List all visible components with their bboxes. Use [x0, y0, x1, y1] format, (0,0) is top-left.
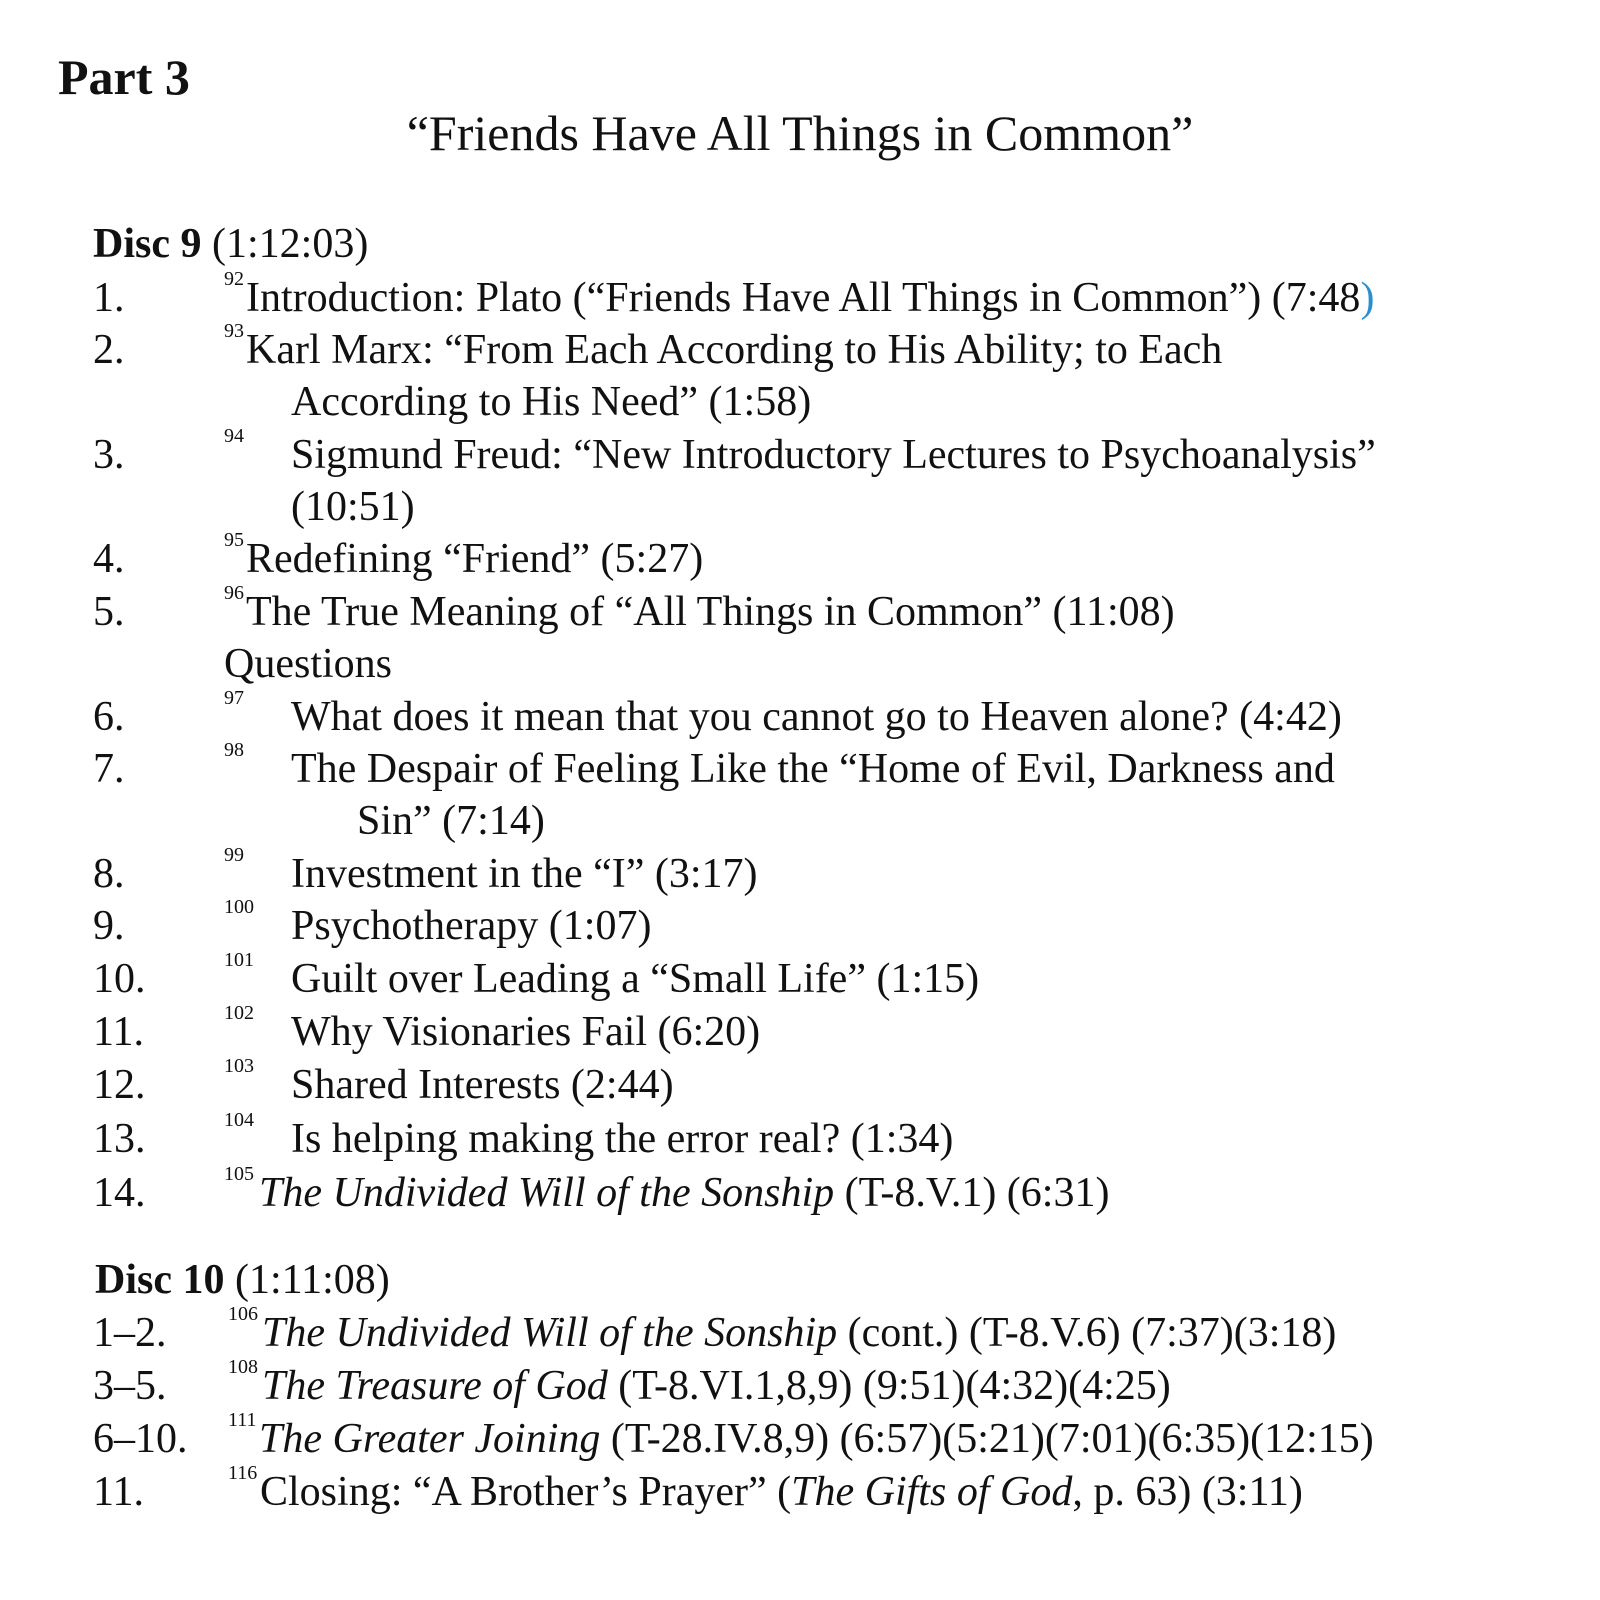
italic-title: The Undivided Will of the Sonship: [262, 1310, 838, 1356]
track-number: 6–10.: [93, 1416, 188, 1462]
track-row: [0, 582, 1600, 643]
disc-9-header: [93, 223, 368, 265]
track-number: 3–5.: [93, 1363, 167, 1409]
page-title: “Friends Have All Things in Common”: [406, 105, 1194, 161]
track-number: 11.: [93, 1009, 144, 1055]
track-ref-number: 108: [228, 1356, 258, 1378]
track-number: 11.: [93, 1469, 144, 1515]
track-row: [0, 739, 1600, 800]
track-title-continuation: Sin” (7:14): [357, 798, 545, 844]
track-ref-number: 101: [224, 949, 254, 971]
track-ref-number: 103: [224, 1055, 254, 1077]
track-row: [0, 425, 1600, 486]
track-number: 7.: [93, 746, 125, 792]
track-title: Investment in the “I” (3:17): [291, 851, 758, 897]
disc-10-duration: (1:11:08): [235, 1257, 390, 1303]
italic-title: The Treasure of God: [262, 1363, 608, 1409]
track-row: [0, 1163, 1600, 1224]
track-ref-number: 95: [224, 529, 244, 551]
track-title: The True Meaning of “All Things in Common” (11:08): [246, 589, 1175, 635]
track-ref-number: 99: [224, 844, 244, 866]
track-title: Guilt over Leading a “Small Life” (1:15): [291, 956, 980, 1002]
part-label: Part 3: [58, 49, 190, 105]
track-number: 12.: [93, 1062, 146, 1108]
track-ref-number: 98: [224, 739, 244, 761]
track-title: The Treasure of God (T-8.VI.1,8,9) (9:51)(4:32)(4:25): [262, 1363, 1171, 1409]
track-number: 2.: [93, 327, 125, 373]
track-title-continuation: (10:51): [291, 484, 415, 530]
track-ref-number: 93: [224, 320, 244, 342]
track-title: Introduction: Plato (“Friends Have All Things in Common”) (7:48): [246, 275, 1375, 321]
track-ref-number: 104: [224, 1109, 254, 1131]
track-number: 3.: [93, 432, 125, 478]
track-title: Sigmund Freud: “New Introductory Lectures to Psychoanalysis”: [291, 432, 1376, 478]
disc-9-label: Disc 9: [93, 221, 202, 267]
questions-heading: Questions: [224, 641, 392, 687]
italic-title: The Greater Joining: [259, 1416, 601, 1462]
track-title: What does it mean that you cannot go to Heaven alone? (4:42): [291, 694, 1342, 740]
track-ref-number: 96: [224, 582, 244, 604]
track-number: 9.: [93, 903, 125, 949]
disc-10-header: [95, 1259, 390, 1301]
track-number: 5.: [93, 589, 125, 635]
track-number: 14.: [93, 1170, 146, 1216]
track-ref-number: 97: [224, 687, 244, 709]
track-title: The Greater Joining (T-28.IV.8,9) (6:57)(5:21)(7:01)(6:35)(12:15): [259, 1416, 1374, 1462]
track-number: 6.: [93, 694, 125, 740]
track-title: Closing: “A Brother’s Prayer” (The Gifts of God, p. 63) (3:11): [260, 1469, 1303, 1515]
track-title: Karl Marx: “From Each According to His Ability; to Each: [246, 327, 1223, 373]
track-ref-number: 102: [224, 1002, 254, 1024]
track-ref-number: 106: [228, 1303, 258, 1325]
track-number: 8.: [93, 851, 125, 897]
track-ref-number: 94: [224, 425, 244, 447]
track-row: [0, 320, 1600, 381]
track-number: 4.: [93, 536, 125, 582]
track-title: Psychotherapy (1:07): [291, 903, 652, 949]
track-title: Is helping making the error real? (1:34): [291, 1116, 954, 1162]
track-number: 13.: [93, 1116, 146, 1162]
disc-9-duration: (1:12:03): [212, 221, 369, 267]
track-title: Why Visionaries Fail (6:20): [291, 1009, 761, 1055]
track-title: Redefining “Friend” (5:27): [246, 536, 704, 582]
track-title: The Undivided Will of the Sonship (cont.) (T-8.V.6) (7:37)(3:18): [262, 1310, 1337, 1356]
track-title-continuation: According to His Need” (1:58): [291, 379, 812, 425]
track-title: The Despair of Feeling Like the “Home of Evil, Darkness and: [291, 746, 1335, 792]
track-ref-number: 111: [228, 1409, 257, 1431]
italic-title: The Gifts of God: [791, 1469, 1073, 1515]
closing-paren: ): [1360, 275, 1375, 321]
italic-title: The Undivided Will of the Sonship: [259, 1170, 835, 1216]
track-number: 1–2.: [93, 1310, 167, 1356]
track-number: 10.: [93, 956, 146, 1002]
track-title: The Undivided Will of the Sonship (T-8.V.1) (6:31): [259, 1170, 1110, 1216]
track-ref-number: 116: [228, 1462, 258, 1484]
disc-10-label: Disc 10: [95, 1257, 225, 1303]
track-number: 1.: [93, 275, 125, 321]
track-ref-number: 100: [224, 896, 254, 918]
track-ref-number: 105: [224, 1163, 254, 1185]
track-ref-number: 92: [224, 268, 244, 290]
track-row: [0, 1462, 1600, 1523]
track-title: Shared Interests (2:44): [291, 1062, 674, 1108]
